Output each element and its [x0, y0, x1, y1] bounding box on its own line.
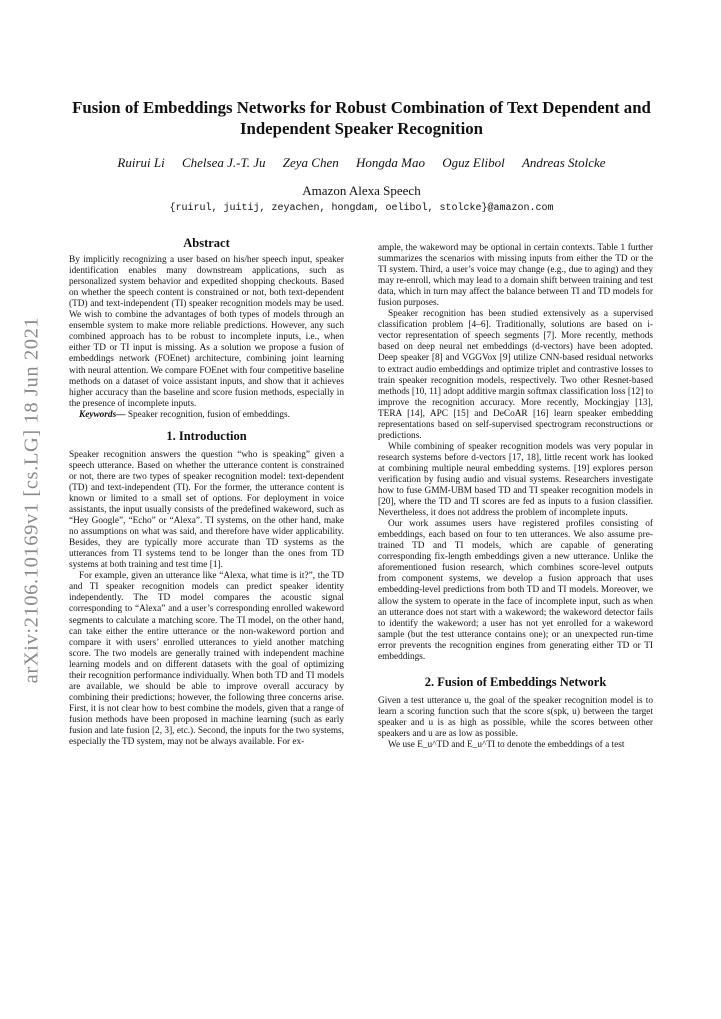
intro-paragraph: While combining of speaker recognition models was very popular in research systems before d-vectors [17, 18], little recent work has looked at combining multiple neural embedding systems. [19] explores person verification by fusing audio and visual systems. Researchers investigate how to fuse GMM-UBM based TD and TI speaker recognition models in [20], where the TD and TI scores are fed as inputs to a fusion classifier. Nevertheless, it does not address the problem of incomplete inputs. [378, 441, 653, 519]
intro-paragraph: ample, the wakeword may be optional in certain contexts. Table 1 further summarizes the scenarios with missing inputs from either the TD or the TI system. Third, a user’s voice may change (e.g., due to aging) and they may re-enroll, which may lead to a domain shift between training and test data, which in turn may affect the balance between TI and TD models for fusion purposes. [378, 243, 653, 309]
author: Oguz Elibol [442, 155, 505, 170]
section-heading-foe: 2. Fusion of Embeddings Network [424, 674, 607, 689]
abstract-text: By implicitly recognizing a user based on his/her speech input, speaker identification enables many downstream applications, such as personalized system behavior and expedited shopping checkouts. Based on whether the speech content is constrained or not, both text-dependent (TD) and text-independent (TI) speaker recognition models may be used. We wish to combine the advantages of both types of models through an ensemble system to make more reliable predictions. However, any such combined approach has to be robust to incomplete inputs, i.e., when either TD or TI input is missing. As a solution we propose a fusion of embeddings network (FOEnet) architecture, combining joint learning with neural attention. We compare FOEnet with four competitive baseline methods on a dataset of voice assistant inputs, and show that it achieves higher accuracy than the baseline and score fusion methods, especially in the presence of incomplete inputs. [69, 255, 344, 409]
author: Zeya Chen [282, 155, 339, 170]
section2-paragraph: Given a test utterance u, the goal of the speaker recognition model is to learn a scoring function such that the score s(spk, u) between the target speaker and u is as high as possible, while the scores between other speakers and u are as low as possible. [378, 695, 653, 739]
affiliation: Amazon Alexa Speech [302, 183, 421, 198]
intro-paragraph: Speaker recognition answers the question “who is speaking” given a speech utterance. Based on whether the utterance content is constrained or not, there are two types of speaker recognition model: text-dependent (TD) and text-independent (TI). For the former, the utterance content is known or limited to a small set of options. For deployment in voice assistants, the input usually consists of the predefined wakeword, such as “Hey Google”, “Echo” or “Alexa”. TI systems, on the other hand, make no assumptions on what was said, and therefore have wider applicability. Besides, they are typically more accurate than TD systems as the utterances from TI systems tend to be longer than the ones from TD systems at both training and test time [1]. [69, 449, 344, 571]
author: Andreas Stolcke [521, 155, 606, 170]
right-column [378, 243, 653, 751]
arxiv-id: arXiv:2106.10169v1 [cs.LG] 18 Jun 2021 [20, 316, 43, 684]
intro-paragraph: For example, given an utterance like “Alexa, what time is it?”, the TD and TI speaker recognition models can predict speaker identity independently. The TD model compares the acoustic signal corresponding to “Alexa” and a user’s corresponding enrolled wakeword segments to calculate a matching score. The TI model, on the other hand, can take either the entire utterance or the non-wakeword portion and compare it with users’ enrolled utterances to yield another matching score. The two models are generally trained with independent machine learning models and on different datasets with the goal of optimizing their recognition performance individually. When both TD and TI models are available, we should be able to improve overall accuracy by combining their predictions; however, the following three concerns arise. First, it is not clear how to best combine the models, given that a range of fusion methods have been proposed in machine learning (such as early fusion and late fusion [2, 3], etc.). Second, the inputs for the two systems, especially the TD system, may not be always available. For ex- [69, 571, 344, 748]
arxiv-stamp [12, 300, 52, 700]
paper-title: Fusion of Embeddings Networks for Robust Combination of Text Dependent and Independent Speaker Recognition [72, 98, 651, 138]
section-heading-intro: 1. Introduction [166, 428, 247, 443]
keywords-label: Keywords— [79, 409, 126, 420]
author-list [70, 155, 653, 171]
left-column [69, 238, 344, 748]
section2-paragraph: We use E_u^TD and E_u^TI to denote the embeddings of a test [388, 740, 625, 751]
keywords-text: Speaker recognition, fusion of embeddings. [127, 409, 290, 420]
intro-paragraph: Our work assumes users have registered profiles consisting of embeddings, each based on four to ten utterances. We also assume pre-trained TD and TI models, which are capable of generating corresponding fix-length embeddings given a new utterance. Unlike the aforementioned fusion research, which combines score-level outputs from component systems, we develop a fusion approach that uses embedding-level predictions from both TD and TI models. Moreover, we allow the system to operate in the face of incomplete input, such as when an utterance does not start with a wakeword; the wakeword detector fails to identify the wakeword; a user has not yet enrolled for a wakeword sample (but the test utterance contains one); or an unexpected run-time error prevents the recognition engines from generating either TD or TI embeddings. [378, 519, 653, 662]
email-list: {ruirul, juitij, zeyachen, hongdam, oelibol, stolcke}@amazon.com [169, 203, 554, 214]
keywords [69, 410, 344, 421]
author: Chelsea J.-T. Ju [181, 155, 266, 170]
author: Hongda Mao [355, 155, 425, 170]
abstract-heading: Abstract [183, 236, 230, 250]
intro-paragraph: Speaker recognition has been studied extensively as a supervised classification problem [4–6]. Traditionally, solutions are based on i-vector representation of speech segments [7]. More recently, methods based on deep neural net embeddings (d-vectors) have been adopted. Deep speaker [8] and VGGVox [9] utilize CNN-based residual networks to extract audio embeddings and optimize triplet and contrastive losses to train speaker recognition models, respectively. Two other Resnet-based methods [10, 11] adopt additive margin softmax classification loss [12] to improve the recognition accuracy. More recently, Mockingjay [13], TERA [14], APC [15] and DeCoAR [16] learn speaker embedding representations based on self-supervised spectrogram reconstructions or predictions. [378, 309, 653, 441]
author: Ruirui Li [117, 155, 165, 170]
